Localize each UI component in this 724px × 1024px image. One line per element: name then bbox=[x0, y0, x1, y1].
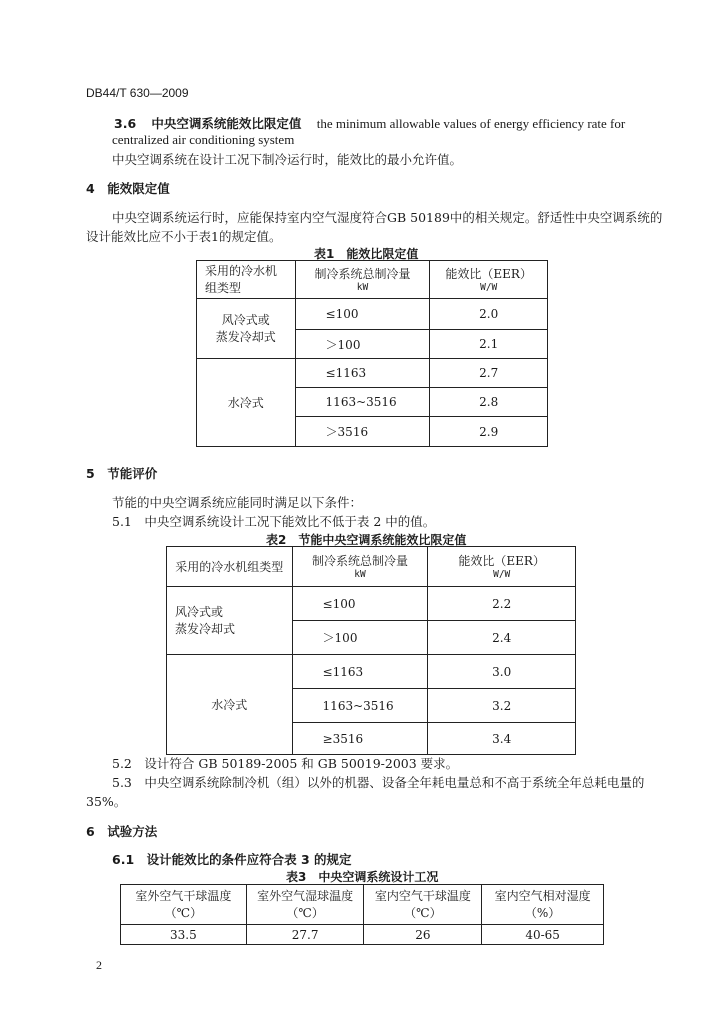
table-1-capacity-cell: 1163~3516 bbox=[295, 388, 430, 417]
table-1-header-eer bbox=[430, 261, 548, 299]
section-3-6-number: 3.6 bbox=[114, 116, 137, 131]
table-2-header-eer-label: 能效比（EER） bbox=[458, 554, 545, 568]
section-5-3-line2: 35%。 bbox=[86, 794, 127, 809]
table-2-capacity-cell: ＞100 bbox=[292, 621, 428, 655]
table-1-eer-cell: 2.0 bbox=[430, 299, 548, 330]
table-2-header-eer-unit: W/W bbox=[493, 569, 511, 580]
table-1-caption: 表1 能效比限定值 bbox=[314, 247, 419, 261]
section-3-6-title-en: the minimum allowable values of energy efficiency rate for bbox=[316, 116, 626, 131]
section-5-intro: 节能的中央空调系统应能同时满足以下条件： bbox=[112, 495, 363, 510]
table-3-value-cell: 33.5 bbox=[121, 925, 247, 945]
section-6-1: 6.1 设计能效比的条件应符合表 3 的规定 bbox=[112, 852, 352, 867]
section-3-6-definition: 中央空调系统在设计工况下制冷运行时，能效比的最小允许值。 bbox=[112, 152, 463, 167]
table-1-capacity-cell: ≤1163 bbox=[295, 359, 430, 388]
table-1-header-capacity bbox=[295, 261, 430, 299]
table-2-header-capacity-unit: kW bbox=[354, 569, 366, 580]
table-1-group-air-cooled-line2: 蒸发冷却式 bbox=[215, 329, 276, 344]
table-3-header-label: 室外空气湿球温度 bbox=[257, 888, 354, 903]
table-row bbox=[197, 359, 548, 388]
section-3-6-title-line bbox=[114, 113, 625, 132]
table-2-header-row bbox=[167, 547, 576, 587]
table-1-group-water-cooled: 水冷式 bbox=[197, 359, 296, 447]
table-1-header-capacity-label: 制冷系统总制冷量 bbox=[314, 267, 411, 281]
table-3-caption: 表3 中央空调系统设计工况 bbox=[286, 870, 439, 884]
table-1-eer-cell: 2.9 bbox=[430, 417, 548, 447]
table-1-capacity-cell: ＞3516 bbox=[295, 417, 430, 447]
table-2 bbox=[166, 546, 576, 755]
table-3-header-cell bbox=[246, 885, 364, 925]
table-3-header-label: 室外空气干球温度 bbox=[135, 888, 232, 903]
table-row bbox=[167, 587, 576, 621]
table-1-group-air-cooled-line1: 风冷式或 bbox=[221, 312, 270, 327]
document-code: DB44/T 630—2009 bbox=[86, 86, 189, 100]
table-1 bbox=[196, 260, 548, 447]
table-2-group-air-cooled-line2: 蒸发冷却式 bbox=[175, 621, 236, 636]
table-3-header-cell bbox=[121, 885, 247, 925]
table-1-capacity-cell: ＞100 bbox=[295, 330, 430, 359]
table-1-header-eer-label: 能效比（EER） bbox=[445, 267, 532, 281]
table-3 bbox=[120, 884, 604, 945]
table-2-group-air-cooled-line1: 风冷式或 bbox=[175, 604, 224, 619]
table-1-header-type-line2: 组类型 bbox=[205, 280, 242, 295]
table-3-header-unit: （℃） bbox=[286, 905, 324, 920]
section-4-para-line1: 中央空调系统运行时，应能保持室内空气湿度符合GB 50189中的相关规定。舒适性中央空调系统的 bbox=[112, 210, 663, 225]
table-2-group-water-cooled: 水冷式 bbox=[167, 655, 293, 755]
table-3-value-cell: 26 bbox=[364, 925, 482, 945]
table-1-header-type bbox=[197, 261, 296, 299]
page-number: 2 bbox=[96, 958, 102, 972]
section-3-6-title-en-cont: centralized air conditioning system bbox=[112, 132, 295, 147]
table-1-eer-cell: 2.8 bbox=[430, 388, 548, 417]
section-5-3-line1: 5.3 中央空调系统除制冷机（组）以外的机器、设备全年耗电量总和不高于系统全年总耗电量的 bbox=[112, 775, 645, 790]
table-2-header-eer bbox=[428, 547, 576, 587]
table-2-capacity-cell: ≤1163 bbox=[292, 655, 428, 689]
table-3-header-label: 室内空气干球温度 bbox=[374, 888, 471, 903]
table-2-caption: 表2 节能中央空调系统能效比限定值 bbox=[266, 533, 467, 547]
table-3-value-cell: 40-65 bbox=[482, 925, 604, 945]
table-2-eer-cell: 3.4 bbox=[428, 723, 576, 755]
table-3-header-unit: （℃） bbox=[164, 905, 203, 920]
table-2-header-capacity bbox=[292, 547, 428, 587]
table-row bbox=[197, 299, 548, 330]
table-2-capacity-cell: 1163~3516 bbox=[292, 689, 428, 723]
table-2-capacity-cell: ≥3516 bbox=[292, 723, 428, 755]
table-3-value-cell: 27.7 bbox=[246, 925, 364, 945]
table-1-header-capacity-unit: kW bbox=[356, 282, 369, 293]
table-2-eer-cell: 2.4 bbox=[428, 621, 576, 655]
table-3-header-cell bbox=[482, 885, 604, 925]
section-5-1: 5.1 中央空调系统设计工况下能效比不低于表 2 中的值。 bbox=[112, 514, 436, 529]
table-1-eer-cell: 2.1 bbox=[430, 330, 548, 359]
table-2-eer-cell: 3.0 bbox=[428, 655, 576, 689]
section-6-heading: 6 试验方法 bbox=[86, 824, 158, 839]
section-3-6-title-cn: 中央空调系统能效比限定值 bbox=[151, 116, 302, 131]
table-2-capacity-cell: ≤100 bbox=[292, 587, 428, 621]
section-4-para-line2: 设计能效比应不小于表1的规定值。 bbox=[86, 229, 282, 244]
section-5-heading: 5 节能评价 bbox=[86, 466, 158, 481]
table-1-group-air-cooled bbox=[197, 299, 296, 359]
section-4-heading: 4 能效限定值 bbox=[86, 181, 170, 196]
table-1-header-type-line1: 采用的冷水机 bbox=[205, 263, 278, 278]
table-2-header-type: 采用的冷水机组类型 bbox=[167, 547, 293, 587]
table-1-eer-cell: 2.7 bbox=[430, 359, 548, 388]
table-1-header-eer-unit: W/W bbox=[480, 282, 498, 293]
table-3-header-cell bbox=[364, 885, 482, 925]
section-5-2: 5.2 设计符合 GB 50189-2005 和 GB 50019-2003 要求。 bbox=[112, 756, 459, 771]
table-2-group-air-cooled bbox=[167, 587, 293, 655]
table-2-eer-cell: 3.2 bbox=[428, 689, 576, 723]
table-row bbox=[167, 655, 576, 689]
table-2-header-capacity-label: 制冷系统总制冷量 bbox=[311, 554, 408, 568]
table-3-header-unit: （℃） bbox=[404, 905, 442, 920]
table-3-header-label: 室内空气相对湿度 bbox=[494, 888, 591, 903]
table-3-header-unit: （%） bbox=[524, 905, 561, 920]
table-1-header-row bbox=[197, 261, 548, 299]
table-row bbox=[121, 925, 604, 945]
table-3-header-row bbox=[121, 885, 604, 925]
table-1-capacity-cell: ≤100 bbox=[295, 299, 430, 330]
table-2-eer-cell: 2.2 bbox=[428, 587, 576, 621]
